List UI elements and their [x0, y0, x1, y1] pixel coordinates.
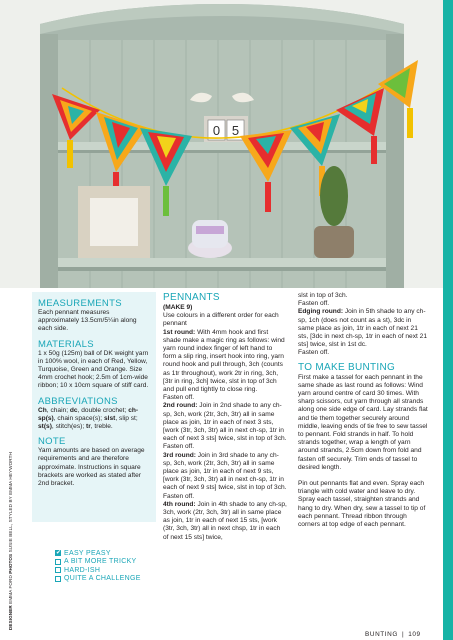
make-count: (MAKE 9) — [163, 304, 193, 311]
measurements-text: Each pennant measures approximately 13.5cm/5¼in along each side. — [38, 309, 137, 333]
difficulty-hard: HARD-ISH — [55, 566, 155, 575]
empty-box-icon — [55, 567, 61, 573]
abbreviations-text: Ch, chain; dc, double crochet; ch-sp(s), chain space(s); slst, slip st; st(s), stitch(es); tr, treble. — [38, 406, 139, 431]
make-bunting-para-1: First make a tassel for each pennant in the same shade as last round as follows: Wind yarn around centre of card 30 times. With sharp scissors, cut yarn through all strands along one side edge of card. Lay strands flat and tie them together securely around middle, leaving ends of tie free to sew tassel to pennant. Fold strands in half. To hold strands together, wrap a length of yarn around strands, 2.5cm down from fold and fasten off securely. Trim ends of tassel to desired length. — [298, 373, 428, 471]
difficulty-easy: ✔ EASY PEASY — [55, 549, 155, 558]
page-number: 109 — [408, 631, 421, 638]
note-heading: NOTE — [38, 436, 66, 448]
pennants-intro: Use colours in a different order for each pennant — [163, 312, 279, 328]
dresser-illustration — [0, 0, 443, 288]
round-4-continued: slst in top of 3ch. — [298, 292, 348, 299]
round-1-fasten: Fasten off. — [163, 394, 195, 402]
difficulty-legend — [55, 549, 155, 583]
edging-fasten: Fasten off. — [298, 349, 330, 357]
round-1: 1st round: With 4mm hook and first shade make a magic ring as follows: wind yarn round index finger of left hand to form a slip ring, insert hook into ring, yarn round hook and pull through, 3ch (counts as 1tr throughout), work 2tr in ring, 3ch, [3tr in ring, 3ch] twice, slst in top of 3ch and pull end tightly to close ring. — [163, 328, 285, 394]
page-edge-strip — [443, 0, 453, 640]
round-3-fasten: Fasten off. — [163, 492, 195, 500]
round-2: 2nd round: Join in 2nd shade to any ch-sp, 3ch, work (2tr, 3ch, 3tr) all in same place as join, 1tr in each of next 3 sts, [work (3tr, 3ch, 3tr) all in next ch-sp, 1tr in each of next 3 sts] twice, slst in top of 3ch. — [163, 402, 287, 443]
info-box — [32, 292, 156, 522]
edging-round: Edging round: Join in 5th shade to any ch-sp, 1ch (does not count as a st), 3dc in same place as join, 1tr in each of next 21 sts, [3dc in next ch-sp, 1tr in each of next 21 sts] twice, slst in 1st dc. — [298, 308, 428, 349]
materials-heading: MATERIALS — [38, 338, 94, 350]
checked-box-icon — [55, 550, 61, 556]
empty-box-icon — [55, 559, 61, 565]
round-3: 3rd round: Join in 3rd shade to any ch-sp, 3ch, work (2tr, 3ch, 3tr) all in same place as join, 1tr in each of next 9 sts, [work (3tr, 3ch, 3tr) all in next ch-sp, 1tr in each of next 9 sts] twice, slst in top of 3ch. — [163, 451, 287, 492]
pennants-heading: PENNANTS — [163, 292, 220, 303]
page-footer: BUNTING | 109 — [365, 631, 421, 638]
make-bunting-para-2: Pin out pennants flat and even. Spray each triangle with cold water and leave to dry. Spray each tassel, straighten strands and hang to dry. When dry, sew a tassel to tip of each pennant. Thread ribbon through corners at top edge of each pennant. — [298, 480, 426, 529]
round-2-fasten: Fasten off. — [163, 443, 195, 451]
calendar-digit-1: 0 — [212, 123, 221, 138]
difficulty-challenge: QUITE A CHALLENGE — [55, 575, 155, 584]
empty-box-icon — [55, 576, 61, 582]
footer-section: BUNTING — [365, 631, 398, 638]
abbreviations-heading: ABBREVIATIONS — [38, 395, 118, 407]
difficulty-tricky: A BIT MORE TRICKY — [55, 558, 155, 567]
bunting-photo — [0, 0, 443, 288]
calendar-digit-2: 5 — [231, 123, 240, 138]
round-4-fasten: Fasten off. — [298, 300, 330, 308]
round-4: 4th round: Join in 4th shade to any ch-sp, 3ch, work (2tr, 3ch, 3tr) all in same place as join, 1tr in each of next 15 sts, [work (3tr, 3ch, 3tr) all in next chsp, 1tr in each of next 15 sts] twice, — [163, 500, 287, 541]
bunting-column — [298, 292, 428, 529]
pennants-column — [163, 292, 287, 542]
make-bunting-heading: TO MAKE BUNTING — [298, 361, 396, 373]
materials-text: 1 x 50g (125m) ball of DK weight yarn in 100% wool, in each of Red, Yellow, Turquoise, Green and Orange. Size 4mm crochet hook; 2.5m of 1cm-wide ribbon; 10 x 10cm square of stiff card. — [38, 349, 149, 390]
note-text: Yarn amounts are based on average requirements and are therefore approximate. Instructions in square brackets are worked as stated after 2nd bracket. — [38, 447, 145, 488]
photo-credit: DESIGNER EMMA FORD PHOTOS SUSIE BELL, STYLED BY EMMA HEYWORTH — [8, 452, 13, 630]
measurements-heading: MEASUREMENTS — [38, 298, 122, 309]
